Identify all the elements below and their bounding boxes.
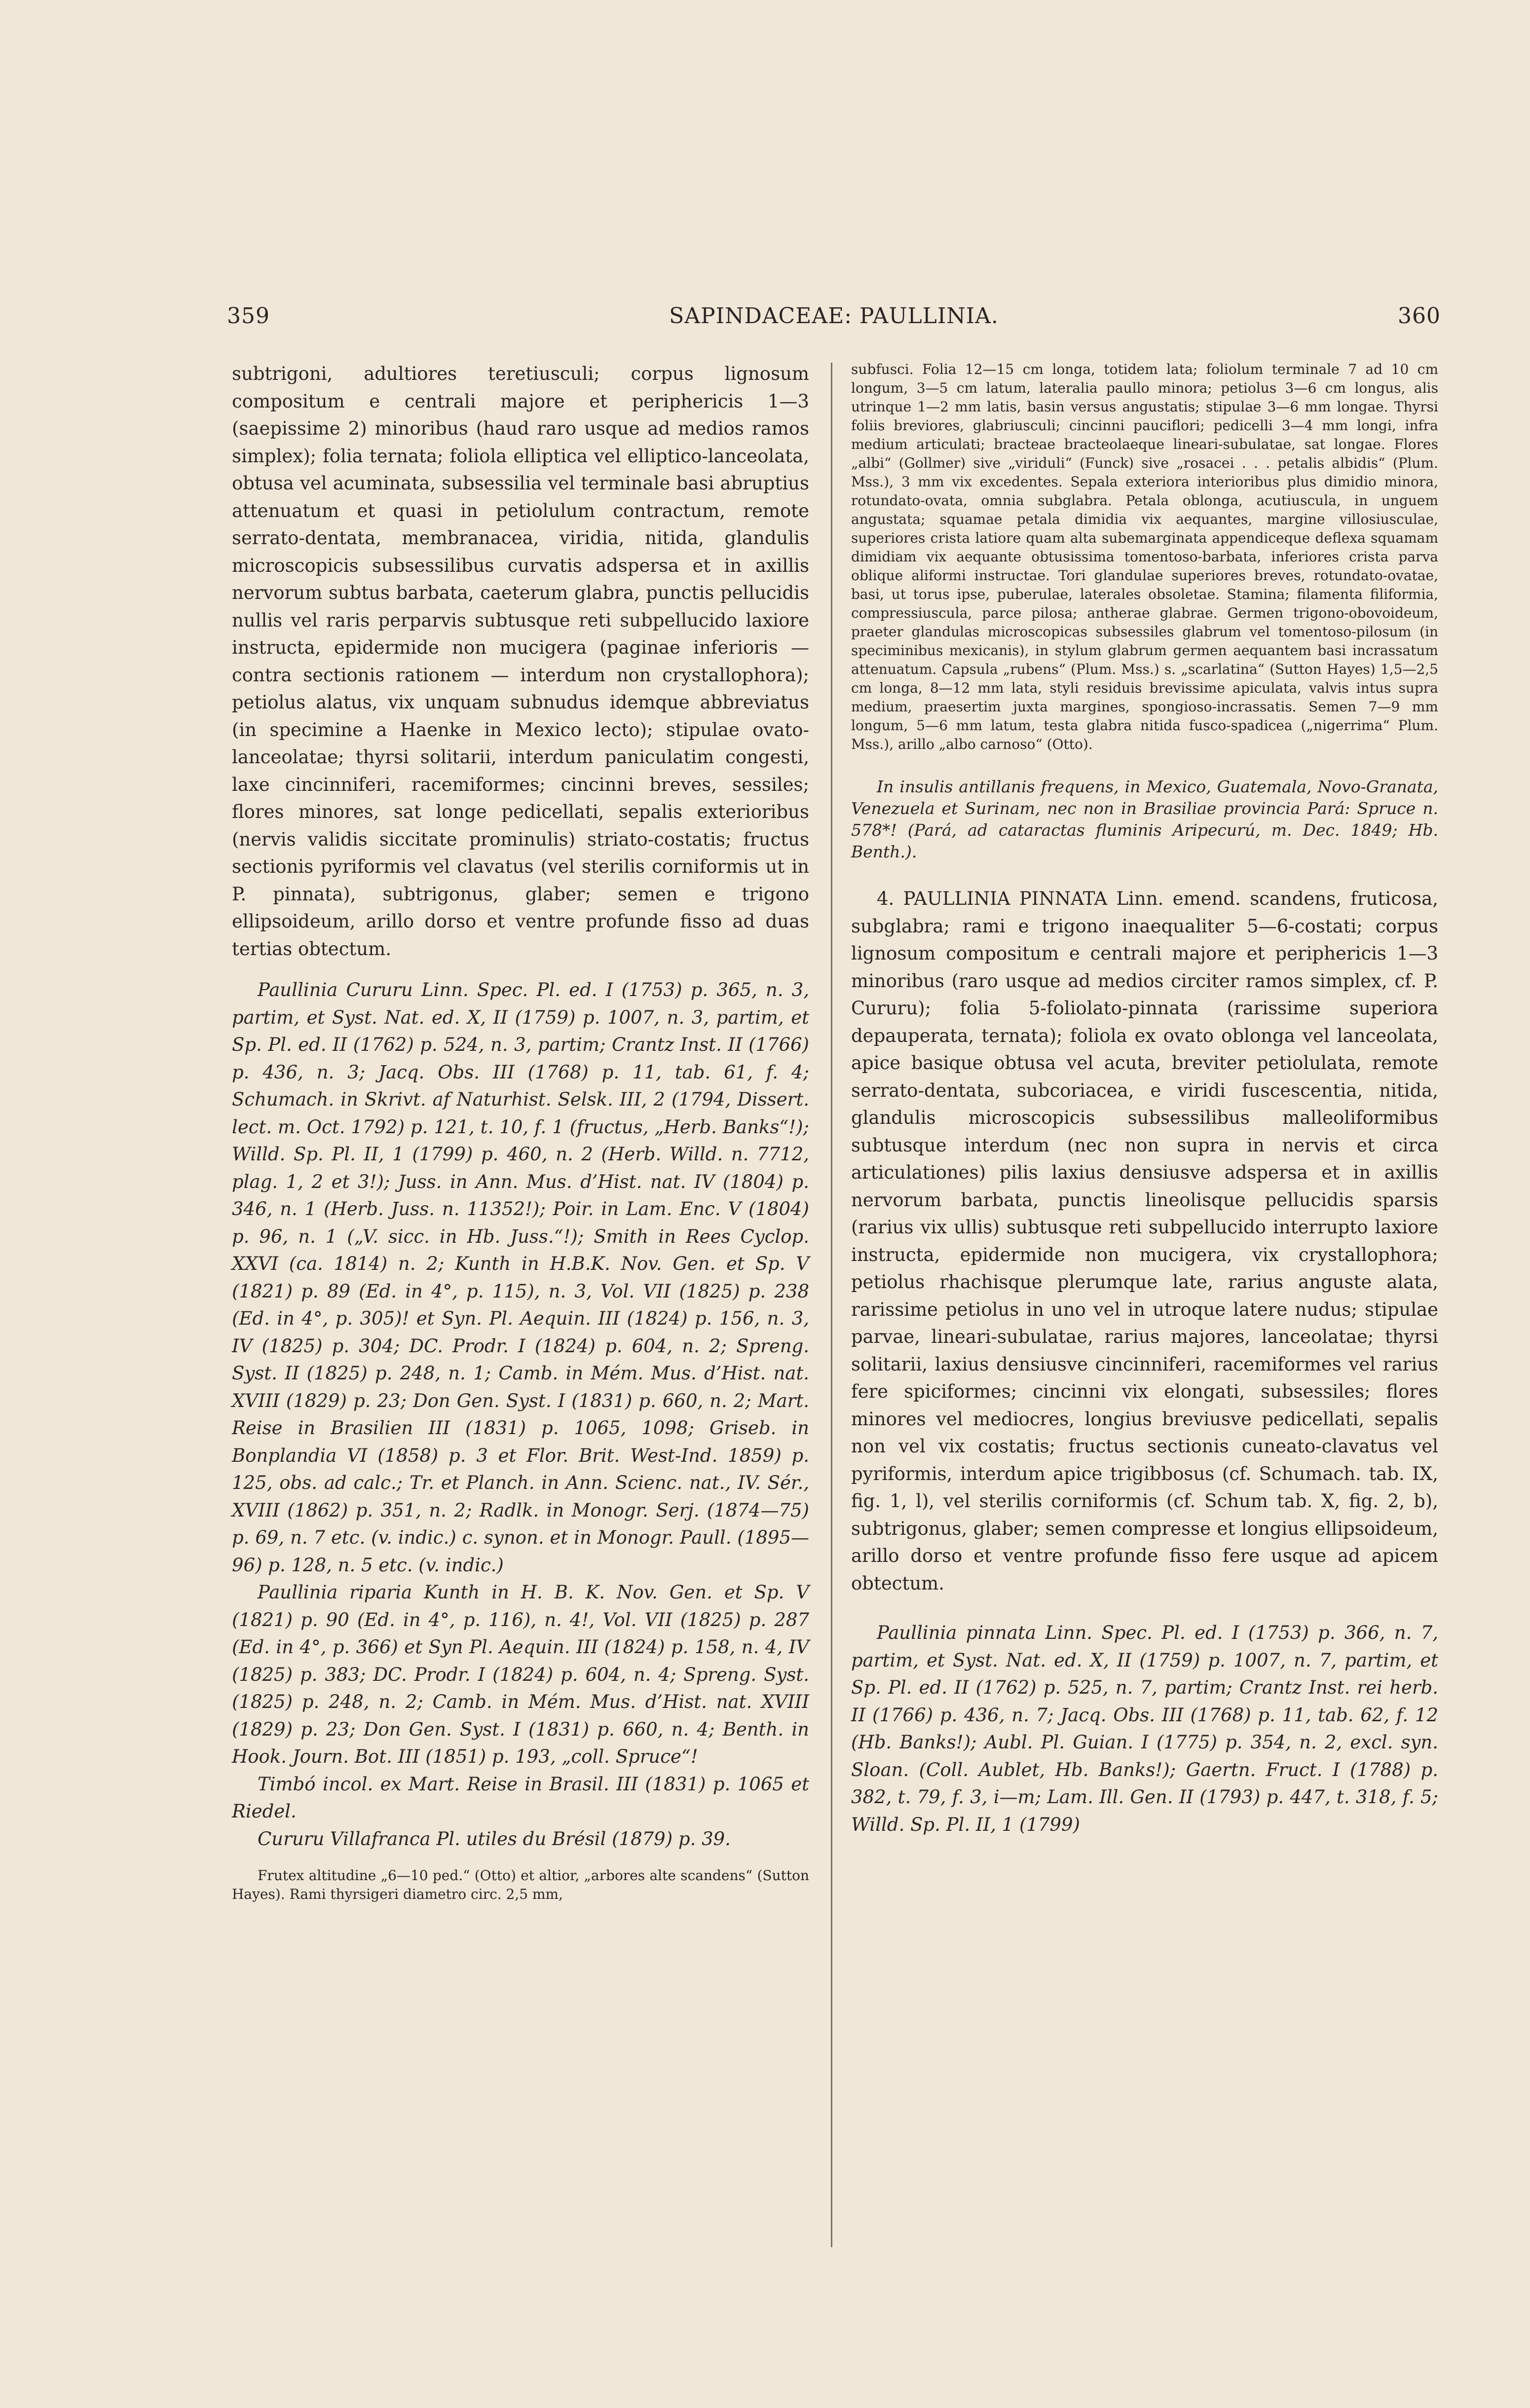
left-column [232,360,809,1904]
page-header [227,303,1441,333]
species-description: scandens, fruticosa, subglabra; rami e trigono inaequaliter 5—6-costati; corpus lignosum compositum e centrali majore et periphericis 1—3 minoribus (raro usque ad medios circiter ramos simplex, cf. P. Cururu); folia 5-foliolato-pinnata (rarissime superiora depauperata, ternata); foliola ex ovato oblonga vel lanceolata, apice basique obtusa vel acuta, breviter petiolulata, remote serrato-dentata, subcoriacea, e viridi fuscescentia, nitida, glandulis microscopicis subsessilibus malleoliformibus subtusque interdum (nec non supra in nervis et circa articulationes) pilis laxius densiusve adspersa et in axillis nervorum barbata, punctis lineolisque pellucidis sparsis (rarius vix ullis) subtusque reti subpellucido interrupto laxiore instructa, epidermide non mucigera, vix crystallophora; petiolus rhachisque plerumque late, rarius anguste alata, rarissime petiolus in uno vel in utroque latere nudus; stipulae parvae, lineari-subulatae, rarius majores, lanceolatae; thyrsi solitarii, laxius densiusve cincinniferi, racemiformes vel rarius fere spiciformes; cincinni vix elongati, subsessiles; flores minores vel mediocres, longius breviusve pedicellati, sepalis non vel vix costatis; fructus sectionis cuneato-clavatus vel pyriformis, interdum apice trigibbosus (cf. Schumach. tab. IX, fig. 1, l), vel sterilis corniformis (cf. Schum tab. X, fig. 2, b), subtrigonus, glaber; semen compresse et longius ellipsoideum, arillo dorso et ventre profunde fisso fere usque ad apicem obtectum. [851,888,1439,1594]
description-paragraph: subtrigoni, adultiores teretiusculi; corpus lignosum compositum e centrali majore et periphericis 1—3 (saepissime 2) minoribus (haud raro usque ad medios ramos simplex); folia ternata; foliola elliptica vel elliptico-lanceolata, obtusa vel acuminata, subsessilia vel terminale basi abruptius attenuatum et quasi in petiolulum contractum, remote serrato-dentata, membranacea, viridia, nitida, glandulis microscopicis subsessilibus curvatis adspersa et in axillis nervorum subtus barbata, caeterum glabra, punctis pellucidis nullis vel raris perparvis subtusque reti subpellucido laxiore instructa, epidermide non mucigera (paginae inferioris — contra sectionis rationem — interdum non crystallophora); petiolus alatus, vix unquam subnudus idemque abbreviatus (in specimine a Haenke in Mexico lecto); stipulae ovato-lanceolatae; thyrsi solitarii, interdum paniculatim congesti, laxe cincinniferi, racemiformes; cincinni breves, sessiles; flores minores, sat longe pedicellati, sepalis exterioribus (nervis validis siccitate prominulis) striato-costatis; fructus sectionis pyriformis vel clavatus (vel sterilis corniformis ut in P. pinnata), subtrigonus, glaber; semen e trigono ellipsoideum, arillo dorso et ventre profunde fisso ad duas tertias obtectum. [232,363,809,960]
synonymy-paragraph: Paullinia Cururu Linn. Spec. Pl. ed. I (1753) p. 365, n. 3, partim, et Syst. Nat. ed. X, II (1759) p. 1007, n. 3, partim, et Sp. Pl. ed. II (1762) p. 524, n. 3, partim; Crantz Inst. II (1766) p. 436, n. 3; Jacq. Obs. III (1768) p. 11, tab. 61, f. 4; Schumach. in Skrivt. af Naturhist. Selsk. III, 2 (1794, Dissert. lect. m. Oct. 1792) p. 121, t. 10, f. 1 (fructus, „Herb. Banks“!); Willd. Sp. Pl. II, 1 (1799) p. 460, n. 2 (Herb. Willd. n. 7712, plag. 1, 2 et 3!); Juss. in Ann. Mus. d’Hist. nat. IV (1804) p. 346, n. 1 (Herb. Juss. n. 11352!); Poir. in Lam. Enc. V (1804) p. 96, n. 1 („V. sicc. in Hb. Juss.“!); Smith in Rees Cyclop. XXVI (ca. 1814) n. 2; Kunth in H.B.K. Nov. Gen. et Sp. V (1821) p. 89 (Ed. in 4°, p. 115), n. 3, Vol. VII (1825) p. 238 (Ed. in 4°, p. 305)! et Syn. Pl. Aequin. III (1824) p. 156, n. 3, IV (1825) p. 304; DC. Prodr. I (1824) p. 604, n. 2; Spreng. Syst. II (1825) p. 248, n. 1; Camb. in Mém. Mus. d’Hist. nat. XVIII (1829) p. 23; Don Gen. Syst. I (1831) p. 660, n. 2; Mart. Reise in Brasilien III (1831) p. 1065, 1098; Griseb. in Bonplandia VI (1858) p. 3 et Flor. Brit. West-Ind. 1859) p. 125, obs. ad calc.; Tr. et Planch. in Ann. Scienc. nat., IV. Sér., XVIII (1862) p. 351, n. 2; Radlk. in Monogr. Serj. (1874—75) p. 69, n. 7 etc. (v. indic.) c. synon. et in Monogr. Paull. (1895—96) p. 128, n. 5 etc. (v. indic.) [232,979,809,1576]
synonymy-paragraph: Paullinia riparia Kunth in H. B. K. Nov. Gen. et Sp. V (1821) p. 90 (Ed. in 4°, p. 116), n. 4!, Vol. VII (1825) p. 287 (Ed. in 4°, p. 366) et Syn Pl. Aequin. III (1824) p. 158, n. 4, IV (1825) p. 383; DC. Prodr. I (1824) p. 604, n. 4; Spreng. Syst. (1825) p. 248, n. 2; Camb. in Mém. Mus. d’Hist. nat. XVIII (1829) p. 23; Don Gen. Syst. I (1831) p. 660, n. 4; Benth. in Hook. Journ. Bot. III (1851) p. 193, „coll. Spruce“! [232,1582,809,1767]
synonymy-paragraph: Paullinia pinnata Linn. Spec. Pl. ed. I (1753) p. 366, n. 7, partim, et Syst. Nat. ed. X, II (1759) p. 1007, n. 7, partim, et Sp. Pl. ed. II (1762) p. 525, n. 7, partim; Crantz Inst. rei herb. II (1766) p. 436, n. 7; Jacq. Obs. III (1768) p. 11, tab. 62, f. 12 (Hb. Banks!); Aubl. Pl. Guian. I (1775) p. 354, n. 2, excl. syn. Sloan. (Coll. Aublet, Hb. Banks!); Gaertn. Fruct. I (1788) p. 382, t. 79, f. 3, i—m; Lam. Ill. Gen. II (1793) p. 447, t. 318, f. 5; Willd. Sp. Pl. II, 1 (1799) [851,1622,1438,1835]
column-divider [831,363,832,2247]
right-column [851,360,1438,1838]
small-description: Frutex altitudine „6—10 ped.“ (Otto) et altior, „arbores alte scandens“ (Sutton Hayes). Rami thyrsigeri diametro circ. 2,5 mm, [232,1867,809,1902]
species-heading: 4. PAULLINIA PINNATA Linn. emend. [877,888,1241,909]
small-description: subfusci. Folia 12—15 cm longa, totidem lata; foliolum terminale 7 ad 10 cm longum, 3—5 cm latum, lateralia paullo minora; petiolus 3—6 cm longus, alis utrinque 1—2 mm latis, basin versus angustatis; stipulae 3—6 mm longae. Thyrsi foliis breviores, glabriusculi; cincinni pauciflori; pedicelli 3—4 mm longi, infra medium articulati; bracteae bracteolaeque lineari-subulatae, sat longae. Flores „albi“ (Gollmer) sive „viriduli“ (Funck) sive „rosacei . . . petalis albidis“ (Plum. Mss.), 3 mm vix excedentes. Sepala exteriora interioribus plus dimidio minora, rotundato-ovata, omnia subglabra. Petala oblonga, acutiuscula, in unguem angustata; squamae petala dimidia vix aequantes, margine villosiusculae, superiores crista latiore quam alta subemarginata appendiceque deflexa squamam dimidiam vix aequante obtusissima tomentoso-barbata, inferiores crista parva oblique aliformi instructae. Tori glandulae superiores breves, rotundato-ovatae, basi, ut torus ipse, puberulae, laterales obsoletae. Stamina; filamenta filiformia, compressiuscula, parce pilosa; antherae glabrae. Germen trigono-obovoideum, praeter glandulas microscopicas subsessiles glabrum vel tomentoso-pilosum (in speciminibus mexicanis), in stylum glabrum germen aequantem basi incrassatum attenuatum. Capsula „rubens“ (Plum. Mss.) s. „scarlatina“ (Sutton Hayes) 1,5—2,5 cm longa, 8—12 mm lata, styli residuis brevissime apiculata, valvis intus supra medium, praesertim juxta margines, spongioso-incrassatis. Semen 7—9 mm longum, 5—6 mm latum, testa glabra nitida fusco-spadicea („nigerrima“ Plum. Mss.), arillo „albo carnoso“ (Otto). [851,361,1438,752]
page-number-right: 360 [1398,303,1441,329]
running-title: SAPINDACEAE: PAULLINIA. [669,303,999,329]
page-number-left: 359 [227,303,270,329]
species-paragraph [851,885,1438,1597]
vernacular-name: Cururu Villafranca Pl. utiles du Brésil (1879) p. 39. [258,1828,731,1850]
distribution-paragraph: In insulis antillanis frequens, in Mexico, Guatemala, Novo-Granata, Venezuela et Surinam, nec non in Brasiliae provincia Pará: Spruce n. 578*! (Pará, ad cataractas fluminis Aripecurú, m. Dec. 1849; Hb. Benth.). [851,777,1438,861]
vernacular-name: Timbó incol. ex Mart. Reise in Brasil. III (1831) p. 1065 et Riedel. [232,1773,809,1822]
